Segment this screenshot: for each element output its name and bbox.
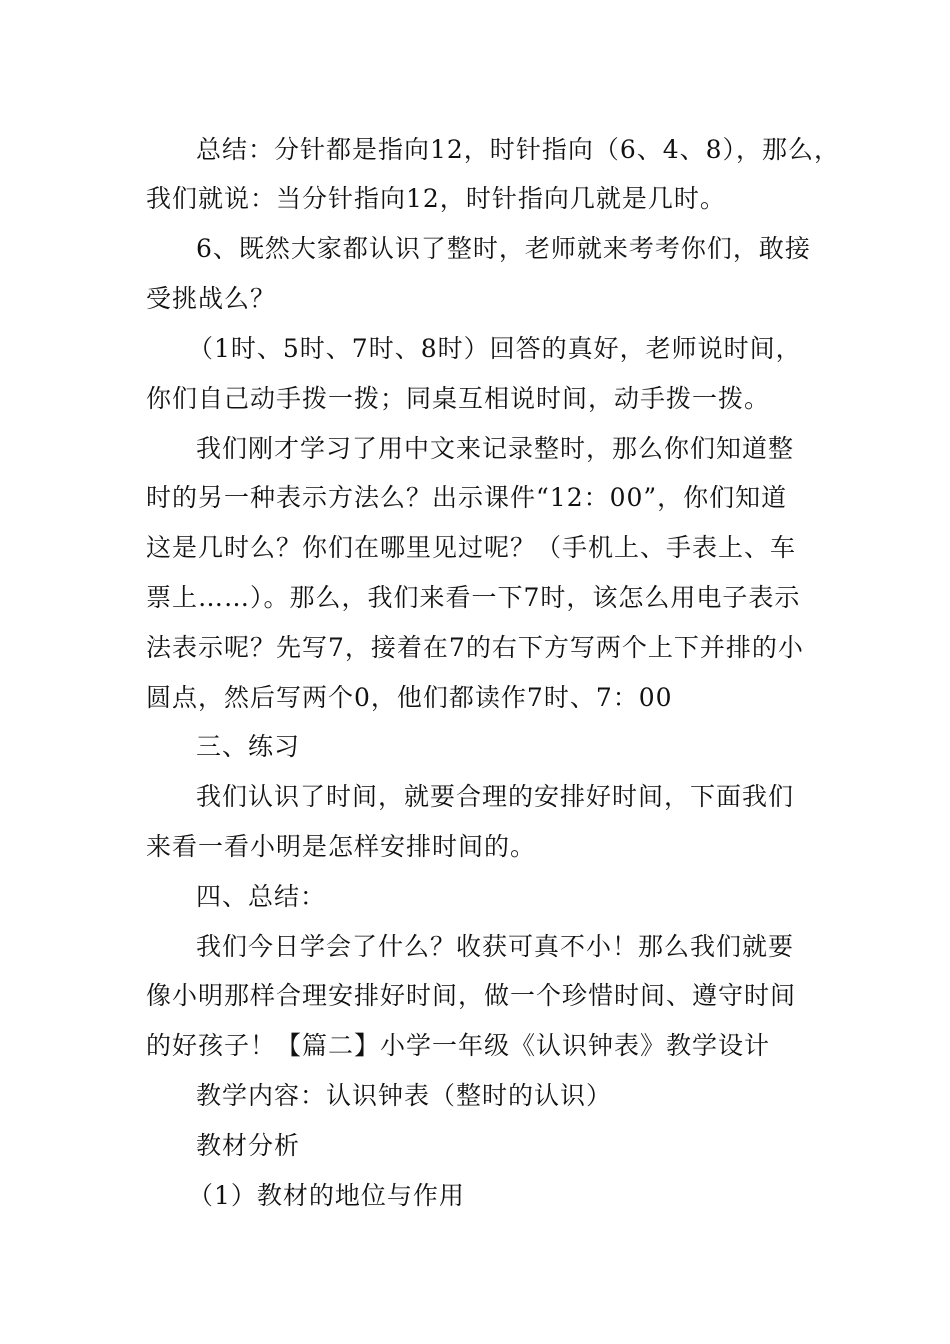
- paragraph-conclusion-line-3: 的好孩子！【篇二】小学一年级《认识钟表》教学设计: [146, 1031, 771, 1060]
- paragraph-challenge-line-2: 受挑战么？: [146, 284, 277, 313]
- paragraph-conclusion-line-1: 我们今日学会了什么？收获可真不小！那么我们就要: [196, 932, 795, 961]
- paragraph-challenge-line-1: 6、既然大家都认识了整时，老师就来考考你们，敢接: [196, 234, 811, 263]
- paragraph-digital-line-5: 法表示呢？先写7，接着在7的右下方写两个上下并排的小: [146, 633, 804, 662]
- section-heading-practice: 三、练习: [196, 732, 301, 761]
- paragraph-answers-line-2: 你们自己动手拨一拨；同桌互相说时间，动手拨一拨。: [146, 384, 771, 413]
- textbook-role-heading: （1）教材的地位与作用: [188, 1181, 465, 1210]
- textbook-analysis-heading: 教材分析: [196, 1131, 301, 1160]
- paragraph-digital-line-3: 这是几时么？你们在哪里见过呢？（手机上、手表上、车: [146, 533, 797, 562]
- paragraph-conclusion-line-2: 像小明那样合理安排好时间，做一个珍惜时间、遵守时间: [146, 981, 797, 1010]
- paragraph-summary-line-2: 我们就说：当分针指向12，时针指向几就是几时。: [146, 184, 726, 213]
- paragraph-summary-line-1: 总结：分针都是指向12，时针指向（6、4、8），那么，: [196, 135, 841, 164]
- paragraph-practice-line-2: 来看一看小明是怎样安排时间的。: [146, 832, 537, 861]
- paragraph-digital-line-6: 圆点，然后写两个0，他们都读作7时、7：00: [146, 683, 673, 712]
- paragraph-digital-line-1: 我们刚才学习了用中文来记录整时，那么你们知道整: [196, 434, 795, 463]
- paragraph-digital-line-4: 票上……）。那么，我们来看一下7时，该怎么用电子表示: [146, 583, 801, 612]
- paragraph-answers-line-1: （1时、5时、7时、8时）回答的真好，老师说时间，: [188, 334, 802, 363]
- section-heading-summary: 四、总结：: [196, 882, 327, 911]
- paragraph-digital-line-2: 时的另一种表示方法么？出示课件“12：00”，你们知道: [146, 483, 788, 512]
- teaching-content-line: 教学内容：认识钟表（整时的认识）: [196, 1081, 613, 1110]
- paragraph-practice-line-1: 我们认识了时间，就要合理的安排好时间，下面我们: [196, 782, 795, 811]
